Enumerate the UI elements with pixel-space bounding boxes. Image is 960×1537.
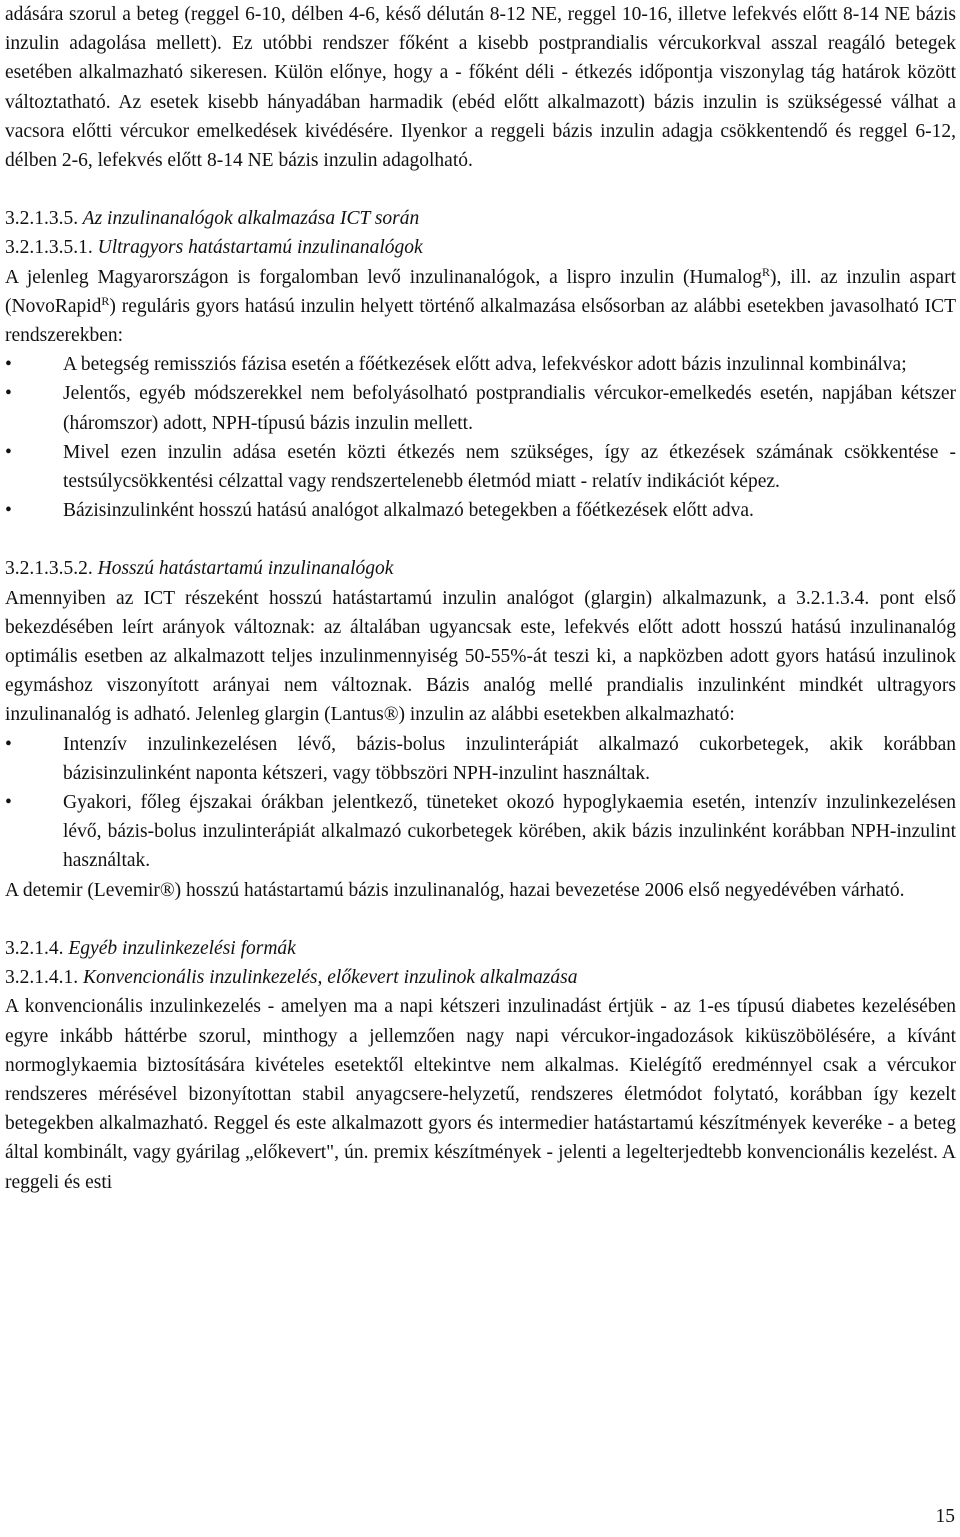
list-item-text: Bázisinzulinként hosszú hatású analógot alkalmazó betegekben a főétkezések előtt adva. [63, 500, 754, 522]
section-heading-3-2-1-3-5-2 [5, 554, 956, 583]
spacer [5, 175, 956, 204]
list-item [5, 350, 956, 379]
superscript-r: R [101, 293, 110, 308]
bullet-icon: • [5, 500, 12, 522]
document-page [5, 0, 956, 1197]
bullet-icon: • [5, 792, 12, 814]
page-number: 15 [935, 1506, 955, 1527]
section-number: 3.2.1.3.5.1. [5, 237, 93, 259]
section-number: 3.2.1.3.5. [5, 208, 79, 230]
paragraph-long-acting: Amennyiben az ICT részeként hosszú hatástartamú inzulin analógot (glargin) alkalmazunk, a 3.2.1.3.4. pont első bekezdésében leírt arányok változnak: az általában ugyancsak este, lefekvés előtt adott hosszú hatású inzulinanalóg optimális esetben az alkalmazott teljes inzulinmennyiség 50-55%-át teszi ki, a napközben adott gyors hatású inzulinok egymáshoz viszonyított arányai nem változnak. Bázis analóg mellé prandialis inzulinként mindkét ultragyors inzulinanalóg is adható. Jelenleg glargin (Lantus®) inzulin az alábbi esetekben alkalmazható: [5, 587, 956, 726]
bullet-icon: • [5, 354, 12, 376]
section-heading-3-2-1-3-5-1 [5, 233, 956, 262]
list-item [5, 730, 956, 788]
section-title: Egyéb inzulinkezelési formák [68, 937, 296, 959]
text-run: ) reguláris gyors hatású inzulin helyett történő alkalmazása elsősorban az alábbi esetekben javasolható ICT rendszerekben: [5, 295, 956, 347]
list-item-text: Intenzív inzulinkezelésen lévő, bázis-bolus inzulinterápiát alkalmazó cukorbetegek, akik korábban bázisinzulinként naponta kétszeri, vagy többszöri NPH-inzulint használtak. [63, 733, 956, 784]
section-number: 3.2.1.4.1. [5, 967, 79, 989]
bullet-list-glargin [5, 730, 956, 876]
list-item [5, 438, 956, 496]
bullet-icon: • [5, 733, 12, 755]
text-run: A jelenleg Magyarországon is forgalomban levő inzulinanalógok, a lispro inzulin (Humalog [5, 266, 763, 288]
paragraph-intro: adására szorul a beteg (reggel 6-10, délben 4-6, késő délután 8-12 NE, reggel 10-16, illetve lefekvés előtt 8-14 NE bázis inzulin adagolása mellett). Ez utóbbi rendszer főként a kisebb postprandialis vércukorkval asszal reagáló betegek esetében alkalmazható sikeresen. Külön előnye, hogy a - főként déli - étkezés időpontja viszonylag tág határok között változtatható. Az esetek kisebb hányadában harmadik (ebéd előtt alkalmazott) bázis inzulin is szükségessé válhat a vacsora előtti vércukor emelkedések kivédésére. Ilyenkor a reggeli bázis inzulin adagja csökkentendő és reggel 6-12, délben 2-6, lefekvés előtt 8-14 NE bázis inzulin adagolható. [5, 4, 956, 172]
list-item [5, 788, 956, 876]
section-heading-3-2-1-4 [5, 934, 956, 963]
section-number: 3.2.1.4. [5, 937, 64, 959]
list-item [5, 496, 956, 525]
spacer [5, 905, 956, 934]
list-item-text: Jelentős, egyéb módszerekkel nem befolyásolható postprandialis vércukor-emelkedés esetén, napjában kétszer (háromszor) adott, NPH-típusú bázis inzulin mellett. [63, 383, 956, 434]
paragraph-conventional: A konvencionális inzulinkezelés - amelyen ma a napi kétszeri inzulinadást értjük - az 1-es típusú diabetes kezelésében egyre inkább háttérbe szorul, minthogy a jellemzően nagy napi vércukor-ingadozások kiküszöbölésére, a kívánt normoglykaemia biztosítására kivételes esetektől eltekintve nem alkalmas. Kielégítő eredménnyel csak a vércukor rendszeres mérésével bizonyítottan stabil anyagcsere-helyzetű, rendszeres életmódot folytató, korábban így kezelt betegekben alkalmazható. Reggel és este alkalmazott gyors és intermedier hatástartamú készítmények keveréke - a beteg által kombinált, vagy gyárilag „előkevert", ún. premix készítmények - jelenti a legelterjedtebb konvencionális kezelést. A reggeli és esti [5, 996, 956, 1193]
bullet-icon: • [5, 383, 12, 405]
paragraph-detemir: A detemir (Levemir®) hosszú hatástartamú bázis inzulinanalóg, hazai bevezetése 2006 első negyedévében várható. [5, 879, 905, 901]
section-heading-3-2-1-4-1 [5, 963, 956, 992]
bullet-list-indications [5, 350, 956, 525]
list-item-text: Mivel ezen inzulin adása esetén közti étkezés nem szükséges, így az étkezések számának csökkentése - testsúlycsökkentési célzattal vagy rendszertelenebb életmód miatt - relatív indikációt képez. [63, 441, 956, 493]
superscript-r: R [762, 264, 771, 279]
list-item-text: A betegség remissziós fázisa esetén a főétkezések előtt adva, lefekvéskor adott bázis inzulinnal kombinálva; [63, 354, 907, 376]
section-title: Ultragyors hatástartamú inzulinanalógok [97, 237, 423, 259]
paragraph-analogs [5, 263, 956, 351]
bullet-icon: • [5, 441, 12, 463]
section-title: Az inzulinanalógok alkalmazása ICT során [82, 208, 420, 230]
section-title: Hosszú hatástartamú inzulinanalógok [97, 558, 394, 580]
section-heading-3-2-1-3-5 [5, 204, 956, 233]
section-number: 3.2.1.3.5.2. [5, 558, 93, 580]
text-run: ), ill. az inzulin aspart (NovoRapid [5, 266, 956, 317]
spacer [5, 525, 956, 554]
section-title: Konvencionális inzulinkezelés, előkevert inzulinok alkalmazása [83, 967, 578, 989]
list-item-text: Gyakori, főleg éjszakai órákban jelentkező, tüneteket okozó hypoglykaemia esetén, intenzív inzulinkezelésen lévő, bázis-bolus inzulinterápiát alkalmazó cukorbetegek körében, akik bázis inzulinként korábban NPH-inzulint használtak. [63, 792, 956, 872]
list-item [5, 379, 956, 437]
